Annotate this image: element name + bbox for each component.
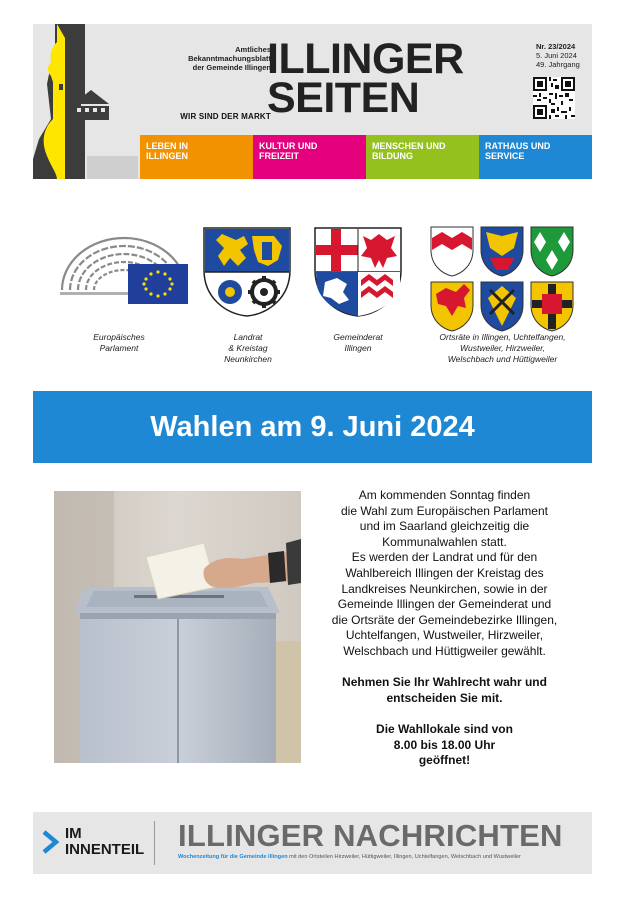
nav-leben-in-illingen[interactable]	[140, 135, 253, 179]
caption-line: & Kreistag	[228, 343, 268, 353]
nav-rathaus-und-service[interactable]	[479, 135, 592, 179]
paragraph-line: Landkreises Neunkirchen, sowie in der	[341, 581, 548, 596]
im-innenteil-label	[41, 826, 144, 858]
innenteil-line: INNENTEIL	[65, 841, 145, 858]
paragraph-line: Es werden der Landrat und für den	[351, 550, 538, 565]
caption-line: Ortsräte in Illingen, Uchtelfangen,	[439, 332, 566, 342]
qr-code-icon[interactable]	[533, 77, 575, 119]
issue-year: 49. Jahrgang	[536, 60, 580, 69]
im-innenteil-text	[65, 826, 144, 858]
caption-landrat-kreistag	[203, 332, 293, 365]
masthead-header	[33, 24, 592, 179]
nav-kultur-und-freizeit[interactable]	[253, 135, 366, 179]
caption-line: Wustweiler, Hirzweiler,	[459, 343, 546, 353]
paragraph-line: die Ortsräte der Gemeindebezirke Illingen,	[331, 612, 558, 627]
caption-line: Gemeinderat	[333, 332, 383, 342]
paragraph-line: Kommunalwahlen statt.	[382, 534, 507, 549]
issue-date: 5. Juni 2024	[536, 51, 577, 60]
footer-subtitle	[178, 854, 521, 860]
caption-line: Illingen	[344, 343, 372, 353]
issue-number: Nr. 23/2024	[536, 42, 576, 51]
paragraph-line: Am kommenden Sonntag finden	[358, 488, 531, 502]
amtliches-label	[151, 45, 271, 72]
footer-subtitle-bold: Wochenzeitung für die Gemeinde Illingen	[178, 854, 288, 860]
call-to-action-line: Nehmen Sie Ihr Wahlrecht wahr und	[342, 675, 547, 690]
amtlich-line: Amtliches	[235, 45, 271, 54]
nav-label: MENSCHEN UND	[372, 141, 446, 151]
nav-label: ILLINGEN	[146, 151, 188, 161]
paragraph-line: und im Saarland gleichzeitig die	[359, 519, 530, 534]
paragraph-spacer	[318, 706, 571, 722]
paragraph-line: Wahlbereich Illingen der Kreistag des	[345, 565, 544, 580]
nav-label: BILDUNG	[372, 151, 413, 161]
nav-label: KULTUR UND	[259, 141, 318, 151]
nav-label: SERVICE	[485, 151, 525, 161]
caption-line: Parlament	[99, 343, 139, 353]
caption-ortsraete	[410, 332, 595, 365]
illingen-tower-logo	[33, 24, 138, 179]
caption-line: Europäisches	[93, 332, 145, 342]
slogan: WIR SIND DER MARKT	[180, 112, 271, 121]
opening-hours-line: 8.00 bis 18.00 Uhr	[393, 737, 496, 752]
section-nav	[140, 135, 592, 179]
paragraph-line: Uchtelfangen, Wustweiler, Hirzweiler,	[345, 628, 544, 643]
amtlich-line: Bekanntmachungsblatt	[188, 54, 271, 63]
issue-info	[536, 42, 580, 69]
amtlich-line: der Gemeinde Illingen	[192, 63, 271, 72]
neunkirchen-coat-of-arms-icon	[202, 226, 292, 318]
nav-menschen-und-bildung[interactable]	[366, 135, 479, 179]
ballot-box-photo	[54, 491, 301, 763]
caption-line: Welschbach und Hüttigweiler	[447, 354, 558, 364]
ortsraete-coats-of-arms-icon	[430, 226, 575, 334]
european-parliament-logo	[54, 228, 194, 308]
footer-subtitle-rest: mit den Ortsteilen Hirzweiler, Hüttigweiler, Illingen, Uchtelfangen, Welschbach und Wustweiler	[287, 854, 521, 860]
title-line-1: ILLINGER	[267, 35, 464, 83]
opening-hours-line: Die Wahllokale sind von	[376, 721, 513, 736]
caption-line: Neunkirchen	[224, 354, 272, 364]
election-banner: Wahlen am 9. Juni 2024	[33, 391, 592, 463]
page-title	[267, 35, 464, 122]
paragraph-spacer	[318, 660, 571, 676]
caption-europaeisches-parlament	[74, 332, 164, 354]
footer-teaser[interactable]	[33, 812, 592, 874]
caption-line: Landrat	[233, 332, 263, 342]
nav-label: LEBEN IN	[146, 141, 189, 151]
caption-gemeinderat	[313, 332, 403, 354]
opening-hours-line: geöffnet!	[418, 753, 471, 768]
paragraph-line: Gemeinde Illingen der Gemeinderat und	[337, 597, 552, 612]
im-line: IM	[65, 825, 82, 842]
chevron-right-icon	[41, 830, 59, 854]
illingen-coat-of-arms-icon	[313, 226, 403, 318]
footer-title: ILLINGER NACHRICHTEN	[178, 818, 563, 853]
title-line-2: SEITEN	[267, 74, 420, 122]
call-to-action-line: entscheiden Sie mit.	[386, 690, 503, 705]
paragraph-line: Welschbach und Hüttigweiler gewählt.	[343, 643, 546, 658]
paragraph-line: die Wahl zum Europäischen Parlament	[341, 503, 548, 518]
nav-label: RATHAUS UND	[485, 141, 551, 151]
footer-divider	[154, 821, 155, 865]
nav-label: FREIZEIT	[259, 151, 299, 161]
article-text	[318, 488, 571, 769]
